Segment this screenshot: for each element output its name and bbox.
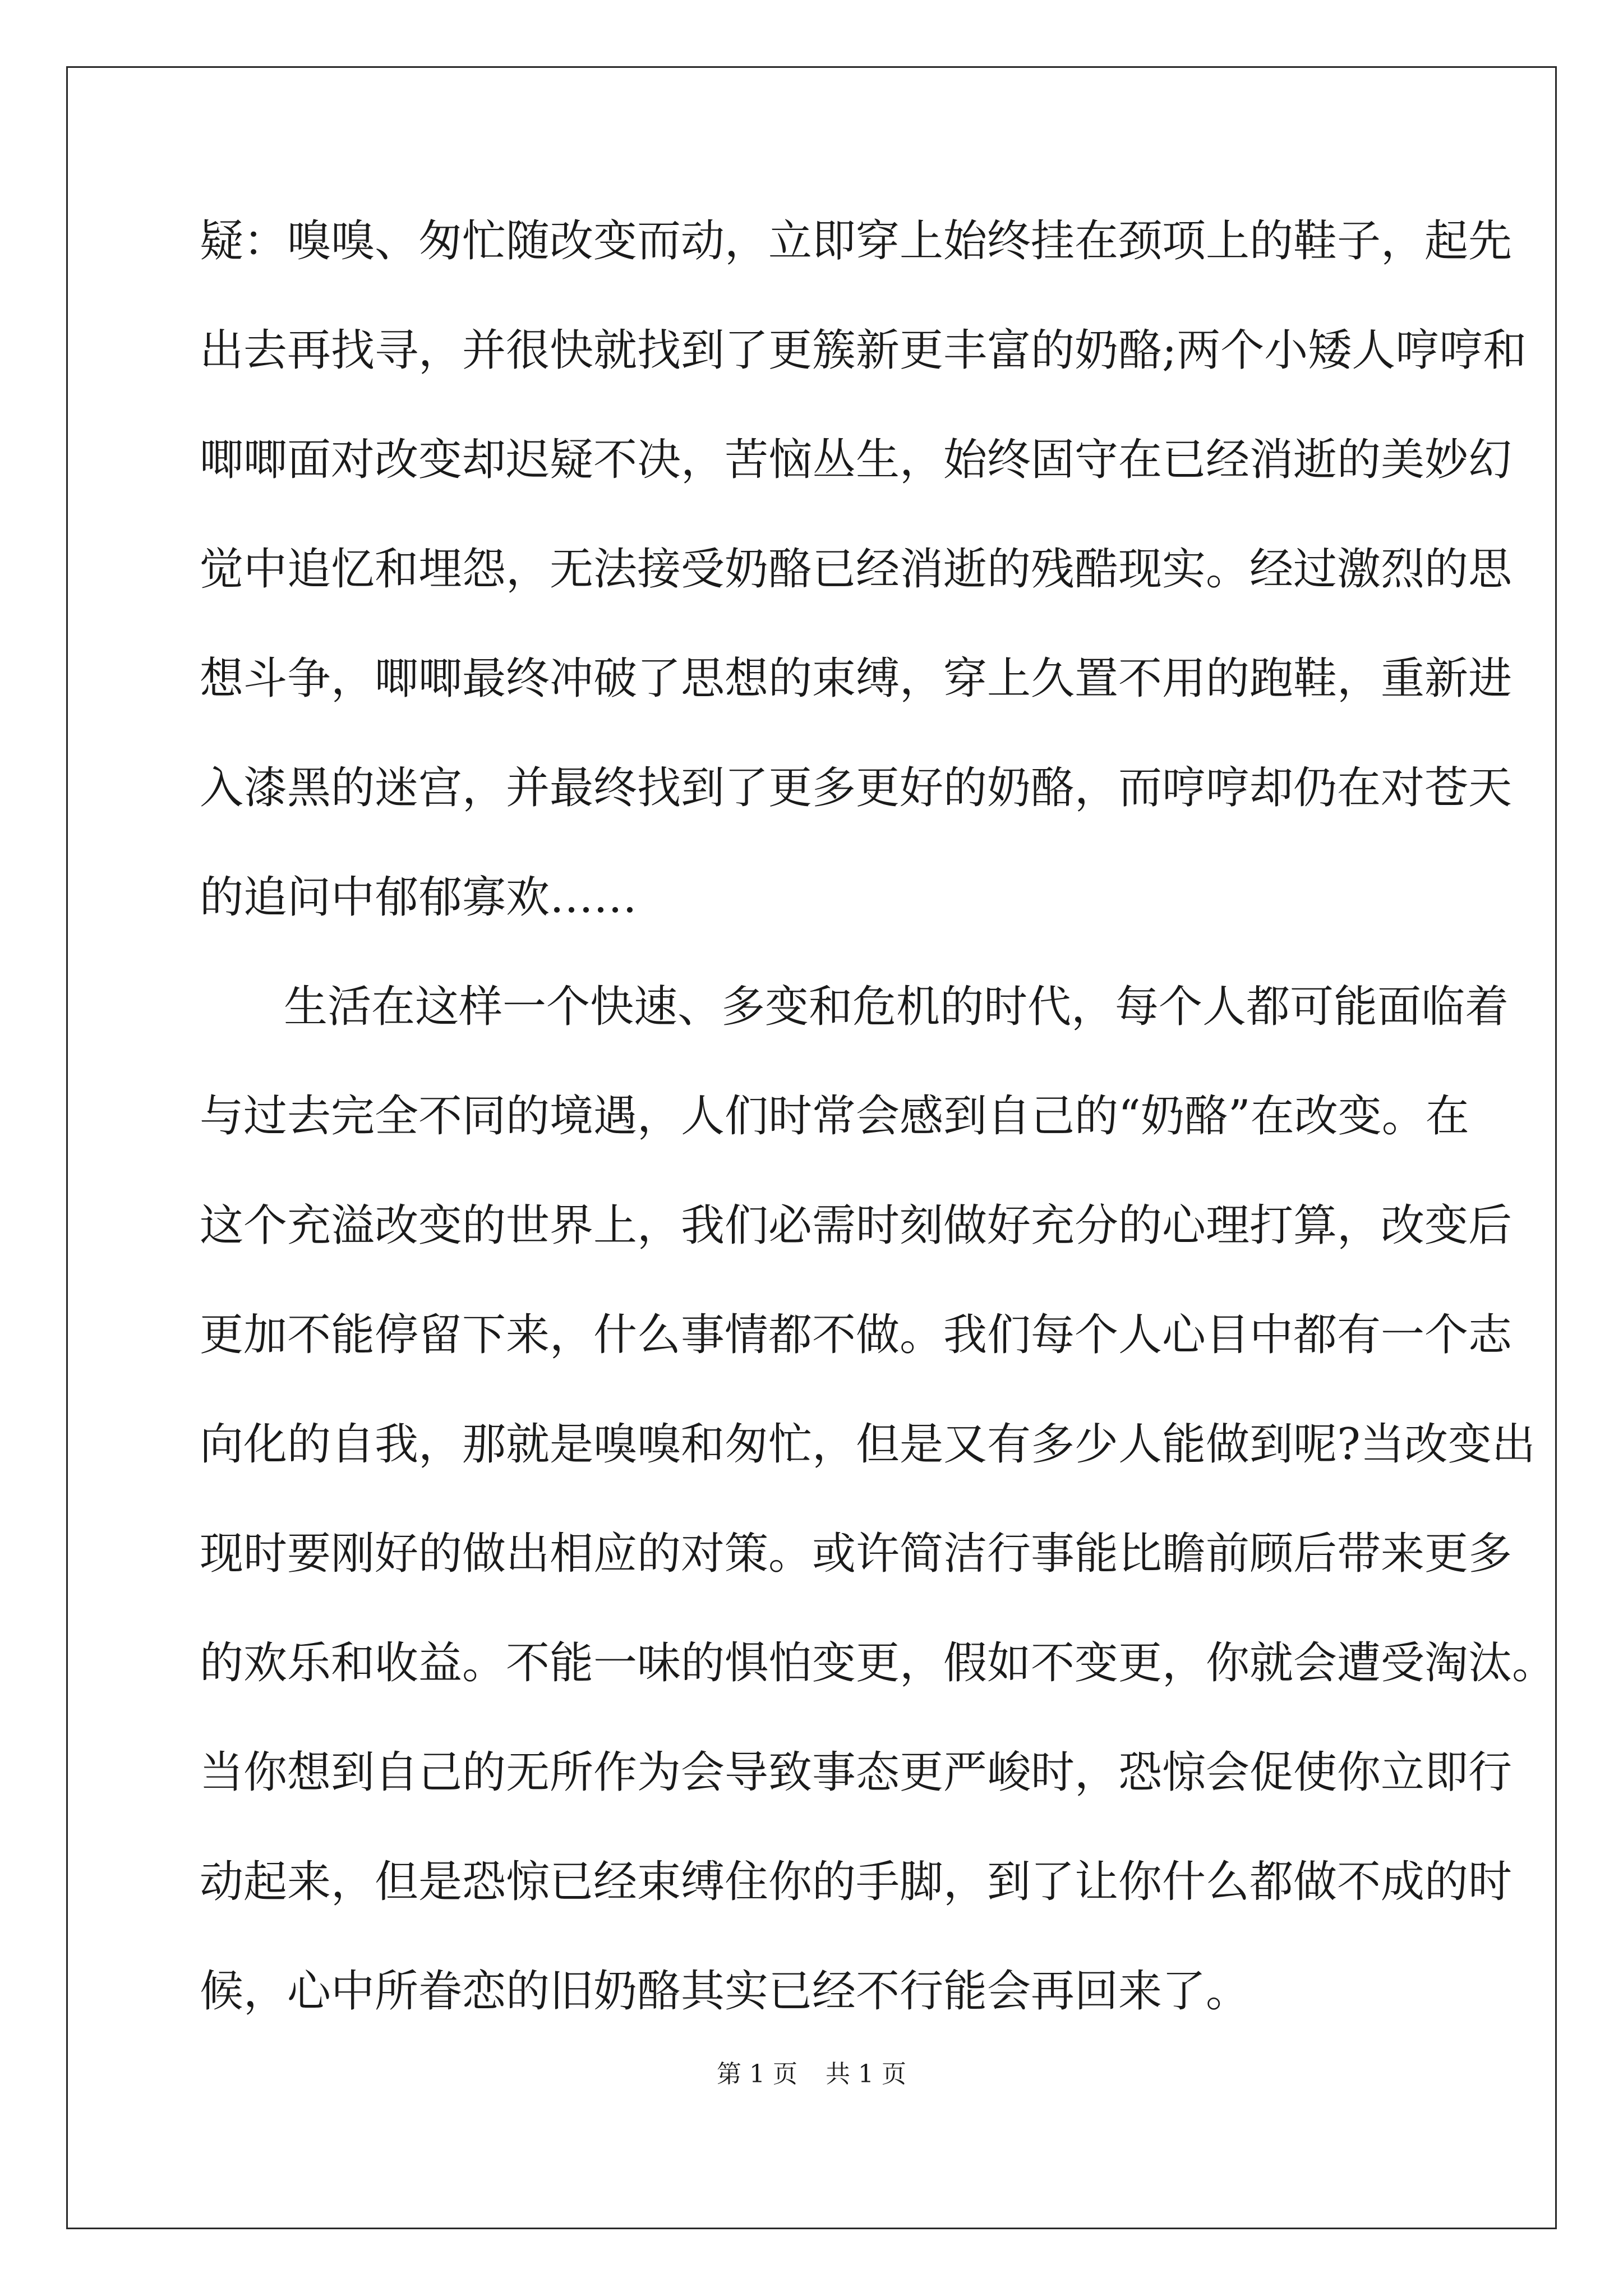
text-line: 入漆黑的迷宫，并最终找到了更多更好的奶酪，而哼哼却仍在对苍天 <box>200 763 1513 813</box>
text-line: 当你想到自己的无所作为会导致事态更严峻时，恐惊会促使你立即行 <box>200 1747 1513 1798</box>
text-line: 的追问中郁郁寡欢…… <box>200 872 638 923</box>
page-total: 共 1 页 <box>826 2060 906 2088</box>
text-line: 与过去完全不同的境遇，人们时常会感到自己的“奶酪”在改变。在 <box>200 1091 1469 1142</box>
text-line: 的欢乐和收益。不能一味的惧怕变更，假如不变更，你就会遭受淘汰。 <box>200 1638 1556 1688</box>
text-line: 向化的自我，那就是嗅嗅和匆忙，但是又有多少人能做到呢?当改变出 <box>200 1419 1536 1470</box>
text-line: 疑：嗅嗅、匆忙随改变而动，立即穿上始终挂在颈项上的鞋子，起先 <box>200 216 1513 266</box>
text-line: 候，心中所眷恋的旧奶酪其实已经不行能会再回来了。 <box>200 1966 1250 2017</box>
text-line: 唧唧面对改变却迟疑不决，苦恼丛生，始终固守在已经消逝的美妙幻 <box>200 435 1513 485</box>
text-line: 想斗争，唧唧最终冲破了思想的束缚，穿上久置不用的跑鞋，重新进 <box>200 654 1513 704</box>
text-line: 觉中追忆和埋怨，无法接受奶酪已经消逝的残酷现实。经过激烈的思 <box>200 544 1513 595</box>
text-line: 动起来，但是恐惊已经束缚住你的手脚，到了让你什么都做不成的时 <box>200 1857 1513 1907</box>
text-line: 出去再找寻，并很快就找到了更簇新更丰富的奶酪;两个小矮人哼哼和 <box>200 325 1527 376</box>
text-line: 现时要刚好的做出相应的对策。或许简洁行事能比瞻前顾后带来更多 <box>200 1529 1513 1579</box>
text-line: 这个充溢改变的世界上，我们必需时刻做好充分的心理打算，改变后 <box>200 1200 1513 1251</box>
page-number: 第 1 页 <box>717 2060 797 2088</box>
page-footer <box>0 2058 1623 2091</box>
text-line: 生活在这样一个快速、多变和危机的时代，每个人都可能面临着 <box>284 982 1509 1032</box>
document-body <box>200 213 1556 2073</box>
text-line: 更加不能停留下来，什么事情都不做。我们每个人心目中都有一个志 <box>200 1310 1513 1360</box>
